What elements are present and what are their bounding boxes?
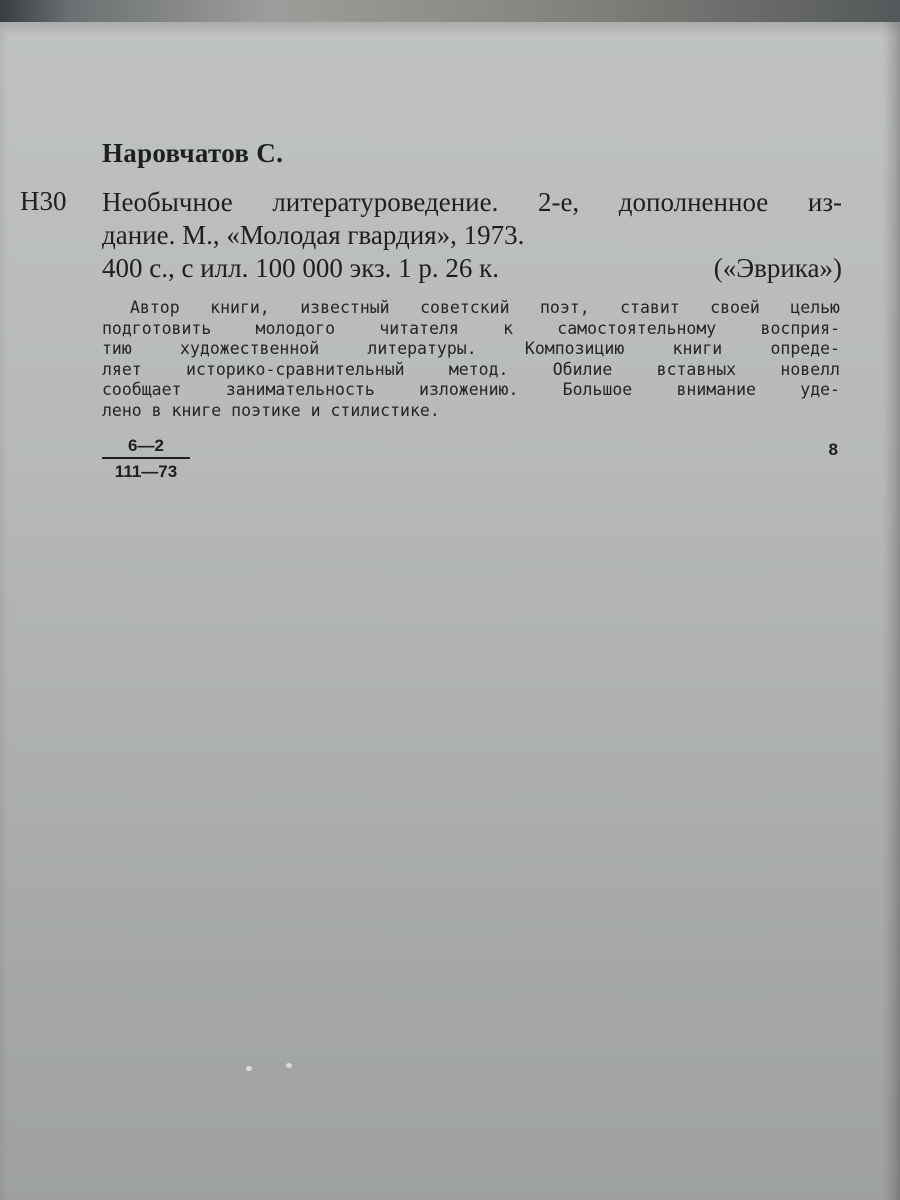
paper-blemish: [246, 1066, 252, 1071]
annotation-line: Автор книги, известный советский поэт, ставит своей целью: [130, 298, 840, 317]
biblio-line-with-series: [102, 252, 842, 285]
annotation-line: сообщает занимательность изложению. Большое внимание уде-: [102, 380, 840, 399]
page-number: 8: [828, 440, 838, 459]
page-edge-shadow: [882, 22, 900, 1200]
annotation-line: тию художественной литературы. Композицию книги опреде-: [102, 339, 840, 358]
annotation-text: [102, 298, 840, 421]
annotation-line: подготовить молодого читателя к самостоятельному восприя-: [102, 318, 840, 338]
index-numerator: 6—2: [128, 436, 164, 455]
annotation-line: лено в книге поэтике и стилистике.: [102, 400, 440, 420]
biblio-line: дание. М., «Молодая гвардия», 1973.: [102, 220, 525, 250]
classification-code: Н30: [20, 186, 67, 216]
biblio-line: 400 с., с илл. 100 000 экз. 1 р. 26 к.: [102, 253, 499, 283]
author-name: Наровчатов С.: [102, 138, 284, 168]
publisher-index: [102, 435, 190, 482]
bibliographic-entry: [102, 186, 842, 285]
paper-blemish: [286, 1063, 292, 1068]
annotation-line: ляет историко-сравнительный метод. Обилие вставных новелл: [102, 359, 840, 379]
biblio-line: Необычное литературоведение. 2-е, дополненное из-: [102, 187, 842, 217]
series-name: («Эврика»): [713, 253, 842, 283]
index-denominator: 111—73: [114, 462, 178, 481]
index-fraction-bar: [102, 457, 190, 459]
